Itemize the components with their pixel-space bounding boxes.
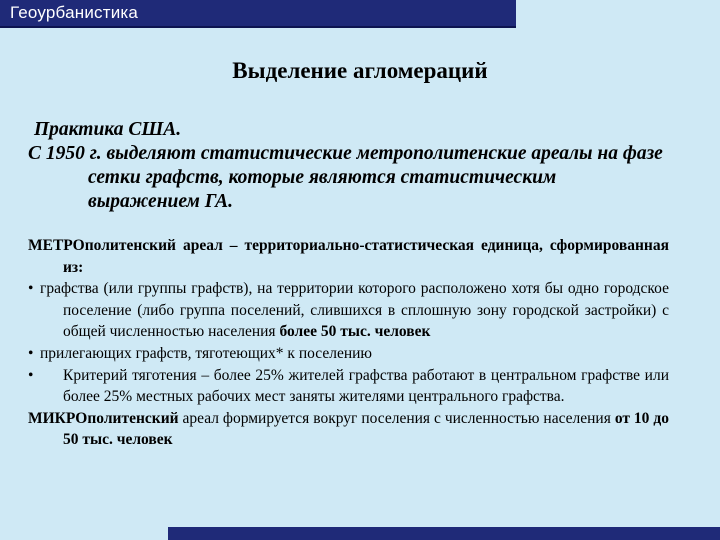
bullet-county [28, 278, 669, 343]
micro-term: МИКРОполитенский [28, 409, 179, 427]
header-title: Геоурбанистика [10, 3, 139, 22]
bullet-adjacent-text: прилегающих графств, тяготеющих* к поселению [40, 344, 373, 362]
bullet-county-bold: более 50 тыс. человек [279, 323, 431, 341]
metro-definition [28, 235, 669, 278]
micro-definition [28, 408, 669, 451]
header-bar [0, 0, 516, 28]
metro-definition-text: ареал – территориально-статистическая единица, сформированная из: [63, 237, 669, 276]
micro-definition-text: ареал формируется вокруг поселения с численностью населения [178, 409, 615, 427]
bullet-icon: • [28, 280, 34, 298]
intro-line-2: С 1950 г. выделяют статистические метрополитенские ареалы на фазе сетки графств, которые являются статистическим выражением ГА. [28, 143, 663, 212]
bullet-criterion [28, 365, 669, 408]
bullet-county-text: графства (или группы графств), на территории которого расположено хотя бы одно городское поселение (либо группа поселений, слившихся в сплошную зону городской застройки) с общей численностью населения [40, 280, 669, 341]
bottom-bar [168, 527, 720, 540]
bullet-adjacent [28, 343, 669, 365]
micro-definition-bold: от 10 до 50 тыс. человек [63, 409, 669, 449]
body-text [28, 235, 669, 451]
bullet-criterion-text: Критерий тяготения – более 25% жителей графства работают в центральном графстве или более 25% местных рабочих мест заняты жителями центрального графства. [63, 366, 669, 406]
intro-line-1: Практика США. [34, 119, 182, 140]
slide-title: Выделение агломераций [232, 58, 488, 83]
bullet-icon: • [28, 366, 34, 384]
intro-block [28, 118, 673, 214]
metro-term: МЕТРОполитенский [28, 237, 176, 254]
bullet-icon: • [28, 344, 34, 362]
